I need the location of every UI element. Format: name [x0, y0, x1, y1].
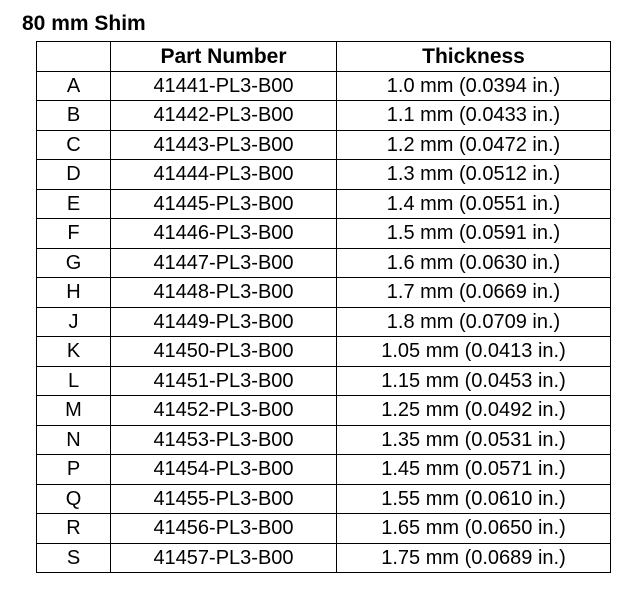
thickness-cell: 1.55 mm (0.0610 in.)	[337, 484, 611, 514]
letter-cell: R	[37, 514, 111, 544]
part-number-cell: 41443-PL3-B00	[111, 130, 337, 160]
part-number-cell: 41445-PL3-B00	[111, 189, 337, 219]
letter-cell: G	[37, 248, 111, 278]
thickness-cell: 1.15 mm (0.0453 in.)	[337, 366, 611, 396]
table-row	[37, 425, 611, 455]
letter-cell: J	[37, 307, 111, 337]
table-row	[37, 189, 611, 219]
part-number-cell: 41448-PL3-B00	[111, 278, 337, 308]
letter-cell: H	[37, 278, 111, 308]
letter-cell: A	[37, 71, 111, 101]
thickness-cell: 1.1 mm (0.0433 in.)	[337, 101, 611, 131]
letter-cell: B	[37, 101, 111, 131]
part-number-cell: 41450-PL3-B00	[111, 337, 337, 367]
part-number-cell: 41442-PL3-B00	[111, 101, 337, 131]
thickness-cell: 1.25 mm (0.0492 in.)	[337, 396, 611, 426]
part-number-cell: 41447-PL3-B00	[111, 248, 337, 278]
part-number-cell: 41453-PL3-B00	[111, 425, 337, 455]
table-row	[37, 396, 611, 426]
thickness-cell: 1.8 mm (0.0709 in.)	[337, 307, 611, 337]
thickness-cell: 1.75 mm (0.0689 in.)	[337, 543, 611, 573]
thickness-cell: 1.35 mm (0.0531 in.)	[337, 425, 611, 455]
letter-cell: E	[37, 189, 111, 219]
letter-cell: S	[37, 543, 111, 573]
table-row	[37, 543, 611, 573]
part-number-cell: 41457-PL3-B00	[111, 543, 337, 573]
table-row	[37, 160, 611, 190]
letter-cell: D	[37, 160, 111, 190]
letter-cell: L	[37, 366, 111, 396]
shim-table	[36, 41, 611, 573]
table-row	[37, 366, 611, 396]
thickness-cell: 1.5 mm (0.0591 in.)	[337, 219, 611, 249]
table-row	[37, 484, 611, 514]
part-number-cell: 41444-PL3-B00	[111, 160, 337, 190]
part-number-cell: 41451-PL3-B00	[111, 366, 337, 396]
part-number-cell: 41446-PL3-B00	[111, 219, 337, 249]
table-row	[37, 307, 611, 337]
part-number-cell: 41454-PL3-B00	[111, 455, 337, 485]
header-letter	[37, 42, 111, 72]
table-row	[37, 248, 611, 278]
part-number-cell: 41449-PL3-B00	[111, 307, 337, 337]
header-thickness: Thickness	[337, 42, 611, 72]
table-header-row	[37, 42, 611, 72]
table-row	[37, 278, 611, 308]
table-row	[37, 219, 611, 249]
table-row	[37, 455, 611, 485]
thickness-cell: 1.3 mm (0.0512 in.)	[337, 160, 611, 190]
thickness-cell: 1.05 mm (0.0413 in.)	[337, 337, 611, 367]
thickness-cell: 1.45 mm (0.0571 in.)	[337, 455, 611, 485]
table-row	[37, 130, 611, 160]
thickness-cell: 1.2 mm (0.0472 in.)	[337, 130, 611, 160]
part-number-cell: 41455-PL3-B00	[111, 484, 337, 514]
table-row	[37, 337, 611, 367]
letter-cell: P	[37, 455, 111, 485]
header-part-number: Part Number	[111, 42, 337, 72]
part-number-cell: 41456-PL3-B00	[111, 514, 337, 544]
letter-cell: K	[37, 337, 111, 367]
thickness-cell: 1.6 mm (0.0630 in.)	[337, 248, 611, 278]
letter-cell: Q	[37, 484, 111, 514]
table-row	[37, 101, 611, 131]
part-number-cell: 41441-PL3-B00	[111, 71, 337, 101]
letter-cell: M	[37, 396, 111, 426]
thickness-cell: 1.7 mm (0.0669 in.)	[337, 278, 611, 308]
letter-cell: C	[37, 130, 111, 160]
letter-cell: N	[37, 425, 111, 455]
thickness-cell: 1.65 mm (0.0650 in.)	[337, 514, 611, 544]
page-title: 80 mm Shim	[22, 12, 146, 35]
thickness-cell: 1.4 mm (0.0551 in.)	[337, 189, 611, 219]
table-body	[37, 71, 611, 573]
thickness-cell: 1.0 mm (0.0394 in.)	[337, 71, 611, 101]
table-row	[37, 514, 611, 544]
part-number-cell: 41452-PL3-B00	[111, 396, 337, 426]
table-row	[37, 71, 611, 101]
letter-cell: F	[37, 219, 111, 249]
